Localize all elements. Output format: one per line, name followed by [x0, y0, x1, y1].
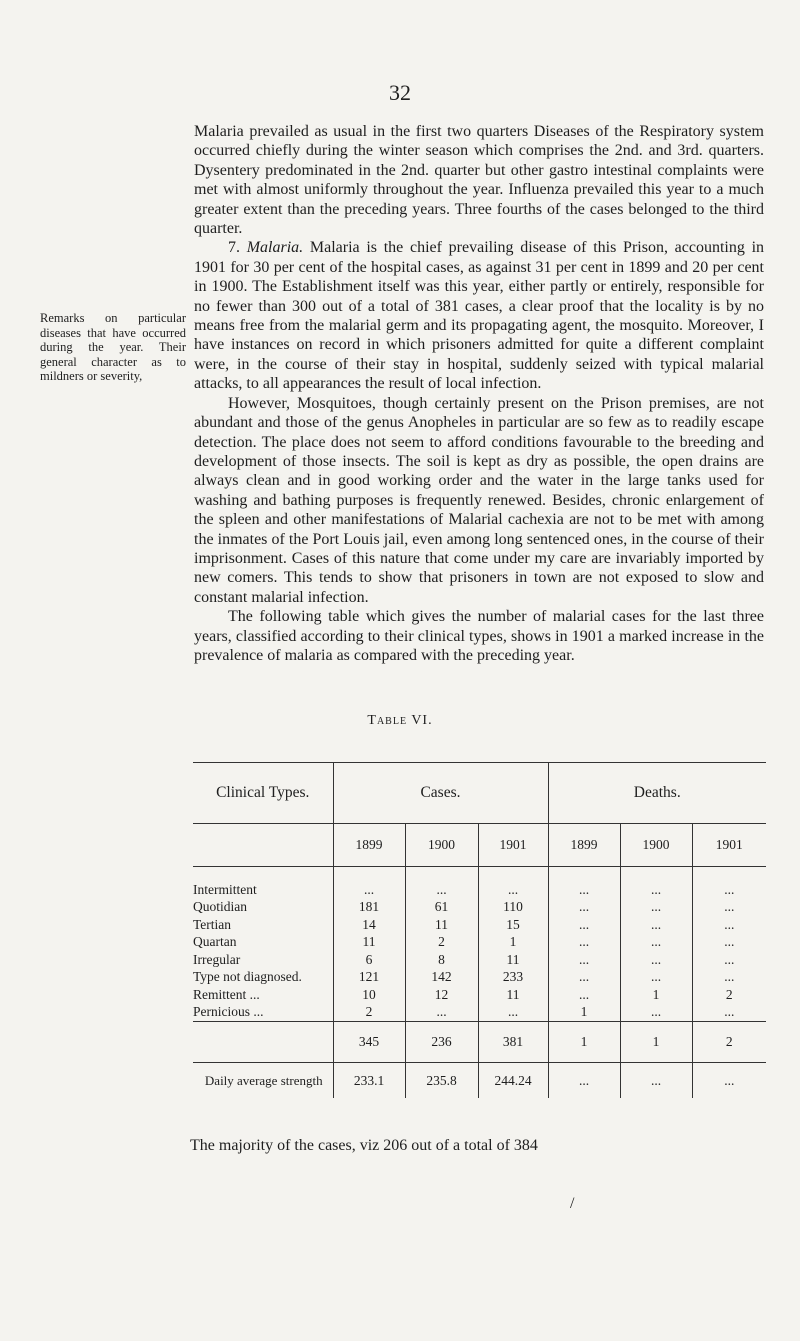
- row-value: ...: [548, 899, 620, 917]
- row-value: ...: [692, 951, 766, 969]
- row-value: 6: [333, 951, 405, 969]
- total-cell: 381: [478, 1022, 548, 1063]
- strength-cell: 235.8: [405, 1063, 478, 1099]
- row-value: 10: [333, 986, 405, 1004]
- row-value: ...: [333, 867, 405, 899]
- strength-cell: ...: [692, 1063, 766, 1099]
- table-row: [193, 934, 766, 952]
- year-cell: 1899: [548, 824, 620, 867]
- row-value: ...: [405, 867, 478, 899]
- row-label: Pernicious ...: [193, 1004, 264, 1020]
- year-cell: 1900: [620, 824, 692, 867]
- page-number: 32: [389, 80, 411, 105]
- row-label: Irregular: [193, 951, 241, 967]
- row-value: ...: [620, 1004, 692, 1022]
- year-cell: 1899: [333, 824, 405, 867]
- row-value: ...: [692, 1004, 766, 1022]
- row-value: 121: [333, 969, 405, 987]
- strength-cell: 233.1: [333, 1063, 405, 1099]
- malaria-table: [193, 762, 766, 1098]
- paragraph-table-intro: The following table which gives the number of malarial cases for the last three years, classified according to their clinical types, shows in 1901 a marked increase in the prevalence of malaria as compared with the preceding year.: [194, 608, 764, 664]
- row-value: ...: [620, 969, 692, 987]
- strength-cell: 244.24: [478, 1063, 548, 1099]
- total-cell: 236: [405, 1022, 478, 1063]
- section-title: Malaria.: [246, 239, 304, 257]
- row-value: 1: [620, 986, 692, 1004]
- row-value: ...: [548, 969, 620, 987]
- row-value: ...: [620, 916, 692, 934]
- row-value: ...: [620, 951, 692, 969]
- row-value: 2: [692, 986, 766, 1004]
- row-label: Type not diagnosed.: [193, 969, 302, 985]
- row-value: ...: [548, 916, 620, 934]
- row-value: ...: [548, 951, 620, 969]
- strength-label: Daily average strength: [204, 1072, 323, 1088]
- year-cell: 1901: [478, 824, 548, 867]
- row-value: ...: [692, 867, 766, 899]
- row-value: ...: [478, 867, 548, 899]
- row-label: Tertian: [193, 916, 232, 932]
- row-value: ...: [692, 934, 766, 952]
- row-label: Intermittent: [193, 881, 257, 897]
- row-value: 2: [405, 934, 478, 952]
- row-value: 61: [405, 899, 478, 917]
- row-value: 110: [478, 899, 548, 917]
- strength-cell: ...: [620, 1063, 692, 1099]
- paragraph-mosquitoes: However, Mosquitoes, though certainly present on the Prison premises, are not abundant and those of the genus Anopheles in particular are so few as to readily escape detection. The place does not seem to afford conditions favourable to the breeding and development of those insects. The soil is kept as dry as possible, the open drains are always clean and in good working order and the water in the large tanks used for washing and bathing purposes is frequently renewed. Besides, chronic enlargement of the spleen and other manifestations of Malarial cachexia are not to be met with among the inmates of the Port Louis jail, even among long sentenced ones, in the course of their imprisonment. Cases of this nature that come under my care are invariably imported by new comers. This tends to show that prisoners in town are not exposed to slow and constant malarial infection.: [194, 394, 764, 606]
- table-row: [193, 1004, 766, 1022]
- row-value: 1: [548, 1004, 620, 1022]
- total-cell: 1: [548, 1022, 620, 1063]
- row-value: ...: [620, 867, 692, 899]
- table-row: [193, 951, 766, 969]
- pen-mark: /: [570, 1195, 575, 1212]
- year-blank: [193, 824, 333, 867]
- strength-row: [193, 1063, 766, 1099]
- row-value: 233: [478, 969, 548, 987]
- row-value: 142: [405, 969, 478, 987]
- total-cell: 345: [333, 1022, 405, 1063]
- section-number: 7.: [228, 239, 240, 257]
- body-text: [194, 122, 764, 665]
- row-value: ...: [620, 934, 692, 952]
- row-value: ...: [620, 899, 692, 917]
- row-value: ...: [692, 899, 766, 917]
- paragraph-respiratory: Malaria prevailed as usual in the first two quarters Diseases of the Respiratory system occurred chiefly during the winter season which comprises the 2nd. and 3rd. quarters. Dysentery predominated in the 2nd. quarter but other gastro intestinal complaints were met with almost uniformly throughout the year. Influenza prevailed this year to a much greater extent than the preceding years. Three fourths of the cases belonged to the third quarter.: [194, 123, 764, 238]
- row-value: ...: [548, 867, 620, 899]
- totals-blank: [193, 1022, 333, 1063]
- margin-note: Remarks on particular diseases that have occurred during the year. Their general character as to mildners or severity,: [40, 311, 186, 383]
- row-value: ...: [692, 916, 766, 934]
- row-value: 2: [333, 1004, 405, 1022]
- row-value: 15: [478, 916, 548, 934]
- row-value: ...: [692, 969, 766, 987]
- header-deaths: Deaths.: [548, 763, 766, 824]
- year-cell: 1901: [692, 824, 766, 867]
- footer-line: The majority of the cases, viz 206 out of a total of 384: [190, 1137, 538, 1154]
- row-label: Quartan: [193, 934, 237, 950]
- header-clinical-types: Clinical Types.: [193, 763, 333, 824]
- table-header-row: [193, 763, 766, 824]
- row-label: Remittent ...: [193, 986, 260, 1002]
- row-value: 11: [405, 916, 478, 934]
- paragraph-malaria: [194, 238, 764, 393]
- row-value: 1: [478, 934, 548, 952]
- table-caption: Table VI.: [367, 713, 433, 728]
- row-value: 181: [333, 899, 405, 917]
- row-value: ...: [405, 1004, 478, 1022]
- row-value: 11: [478, 986, 548, 1004]
- row-value: ...: [548, 986, 620, 1004]
- row-value: ...: [478, 1004, 548, 1022]
- row-label: Quotidian: [193, 899, 247, 915]
- row-value: 11: [478, 951, 548, 969]
- totals-row: [193, 1022, 766, 1063]
- year-row: [193, 824, 766, 867]
- row-value: ...: [548, 934, 620, 952]
- header-cases: Cases.: [333, 763, 548, 824]
- row-value: 12: [405, 986, 478, 1004]
- table-row: [193, 867, 766, 899]
- total-cell: 1: [620, 1022, 692, 1063]
- table-row: [193, 986, 766, 1004]
- malaria-text: Malaria is the chief prevailing disease of this Prison, accounting in 1901 for 30 per cent of the hospital cases, as against 31 per cent in 1899 and 20 per cent in 1900. The Establishment itself was this year, either partly or entirely, responsible for no fewer than 300 out of a total of 381 cases, a clear proof that the locality is by no means free from the malarial germ and its propagating agent, the mosquito. Moreover, I have instances on record in which prisoners admitted for quite a different complaint were, in the course of their stay in hospital, suddenly seized with typical malarial attacks, to all appearances the result of local infection.: [194, 239, 765, 393]
- row-value: 11: [333, 934, 405, 952]
- table-row: [193, 899, 766, 917]
- year-cell: 1900: [405, 824, 478, 867]
- table-row: [193, 916, 766, 934]
- row-value: 8: [405, 951, 478, 969]
- total-cell: 2: [692, 1022, 766, 1063]
- strength-cell: ...: [548, 1063, 620, 1099]
- row-value: 14: [333, 916, 405, 934]
- table-row: [193, 969, 766, 987]
